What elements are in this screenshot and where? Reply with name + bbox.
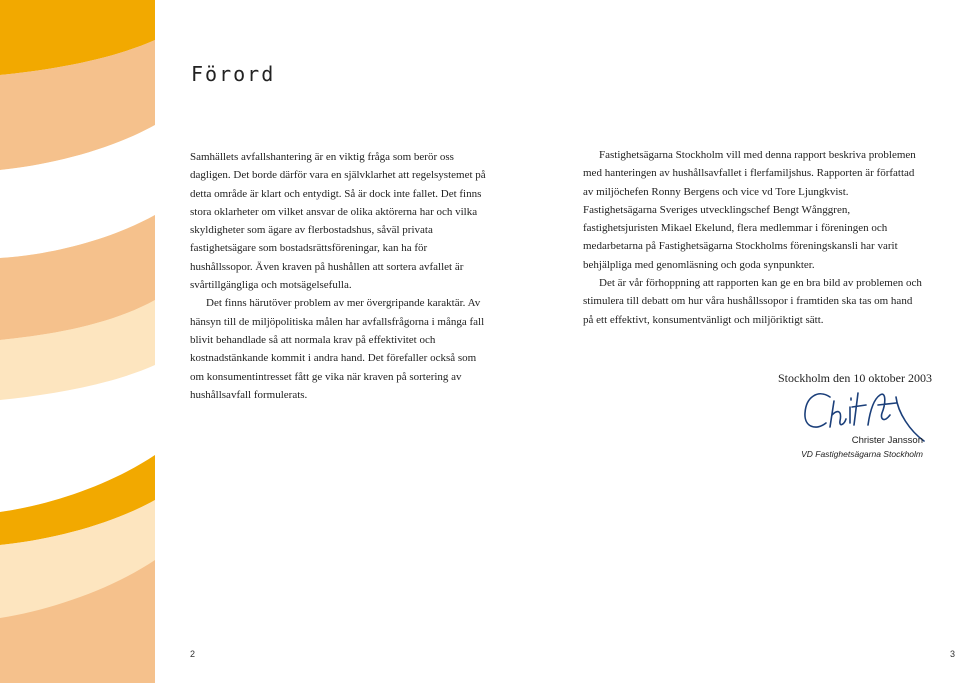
page-number-right: 3: [950, 649, 956, 659]
signer-name: Christer Jansson: [851, 435, 923, 446]
right-column: [583, 146, 923, 329]
date-line: Stockholm den 10 oktober 2003: [778, 371, 932, 385]
left-paragraph-2: Det finns härutöver problem av mer övergripande karaktär. Av hänsyn till de miljöpolitiska målen har avfallsfrågorna i många fall blivit behandlade så att normala krav på effektivitet och kostnadstänkande kommit i andra hand. Det förefaller också som om konsumentintresset fått ge vika när kraven på sortering av hushållsavfall formulerats.: [190, 297, 485, 401]
left-paragraph-1: Samhällets avfallshantering är en viktig fråga som berör oss dagligen. Det borde därför vara en självklarhet att regelsystemet på detta område är klart och entydigt. Så är dock inte fallet. Det finns stora oklarheter om vilket ansvar de olika aktörerna har och vilka skyldigheter som ägare av flerbostadshus, såväl privata fastighetsägare som bostadsrättsföreningar, kan ha för hushållssopor. Även kraven på hushållen att sortera avfallet är svårtillgängliga och motsägelsefulla.: [190, 151, 486, 292]
signer-role: VD Fastighetsägarna Stockholm: [801, 449, 923, 459]
page-number-left: 2: [190, 649, 196, 659]
left-column: [190, 148, 490, 404]
page-title: Förord: [191, 62, 276, 86]
decorative-wave-band: [0, 0, 155, 683]
right-paragraph-1: Fastighetsägarna Stockholm vill med denna rapport beskriva problemen med hanteringen av hushållsavfallet i flerfamiljshus. Rapporten är författad av miljöchefen Ronny Bergens och vice vd Tore Ljungkvist. Fastighetsägarna Sveriges utvecklingschef Bengt Wånggren, fastighetsjuristen Mikael Ekelund, flera medlemmar i föreningen och medarbetarna på Fastighetsägarna Stockholms föreningskansli har varit behjälpliga med genomläsning och goda synpunkter.: [583, 149, 916, 271]
right-paragraph-2: Det är vår förhoppning att rapporten kan ge en bra bild av problemen och stimulera till debatt om hur våra hushållssopor i framtiden ska tas om hand på ett effektivt, konsumentvänligt och miljöriktigt sätt.: [583, 277, 922, 326]
